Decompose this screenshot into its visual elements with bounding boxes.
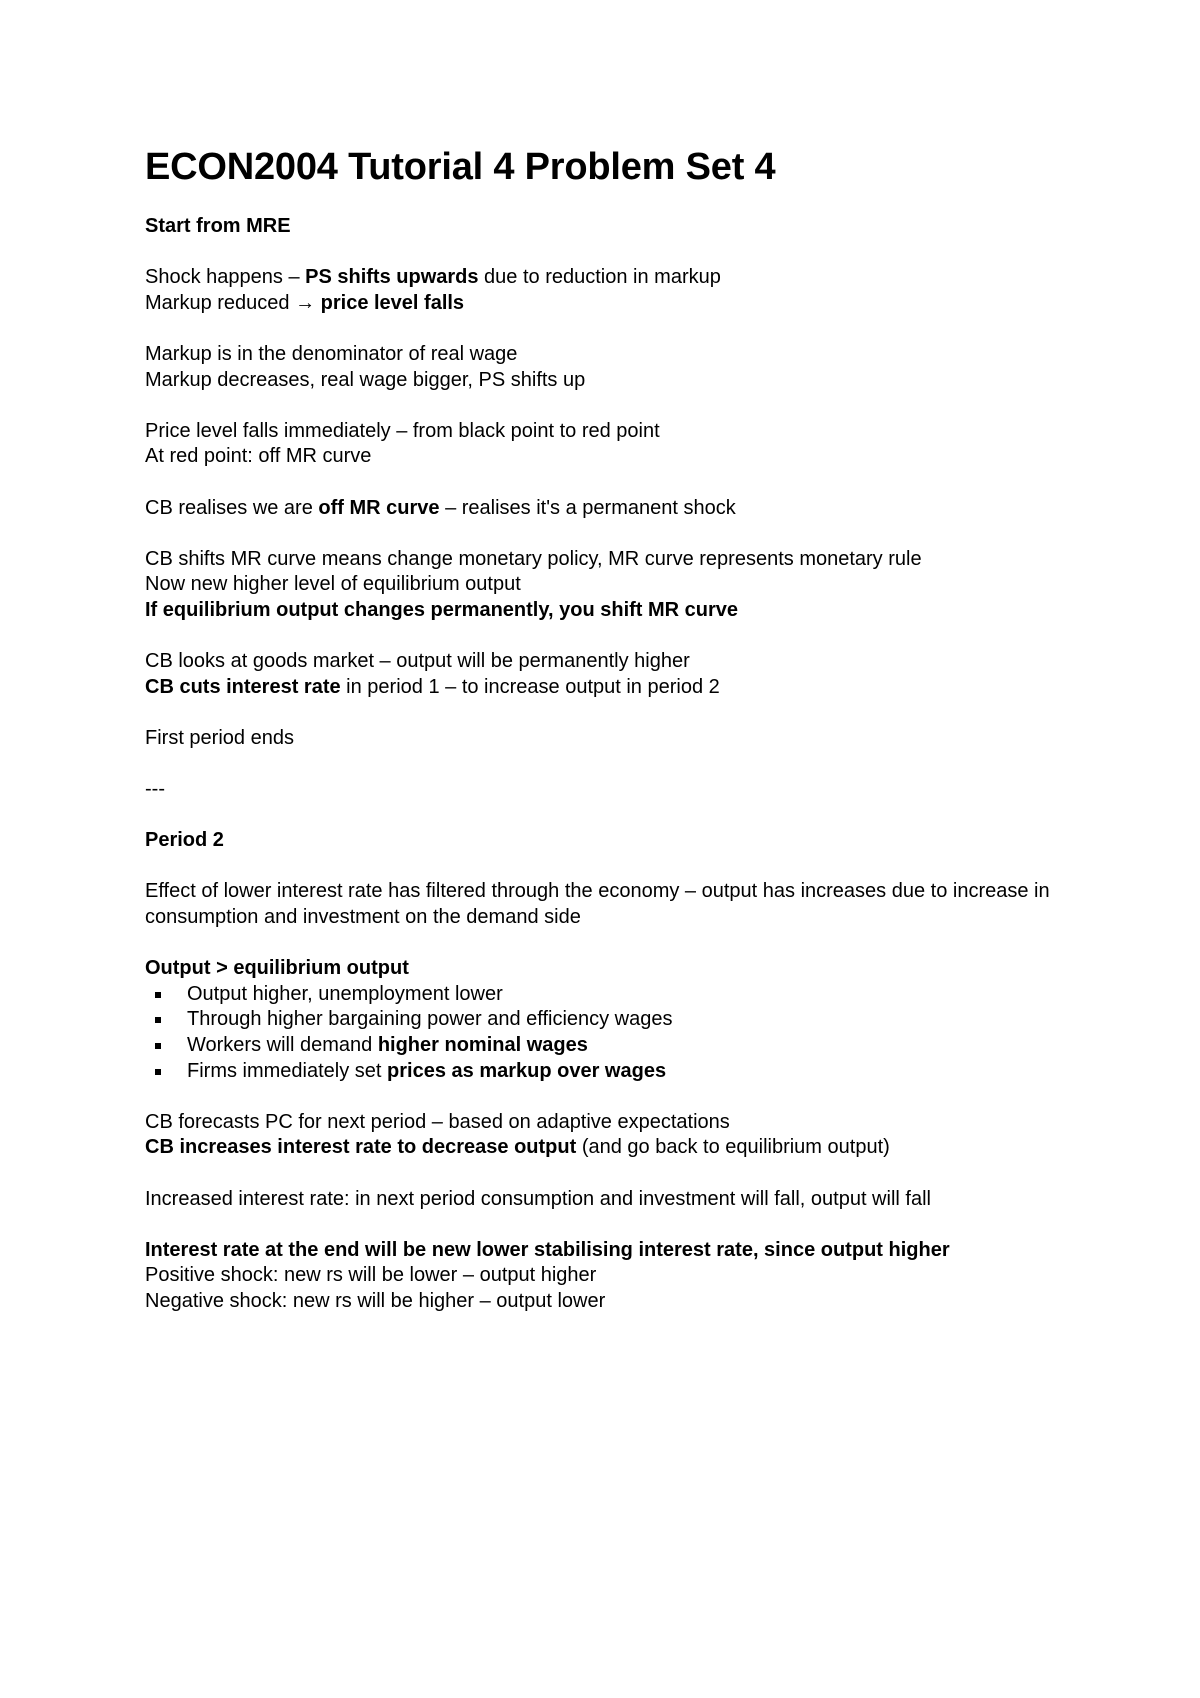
cb-increases-rest: (and go back to equilibrium output) [576,1136,890,1159]
cb-realises-c: – realises it's a permanent shock [439,496,736,519]
higher-nominal-wages: higher nominal wages [377,1034,588,1056]
cb-forecasts-line: CB forecasts PC for next period – based on adaptive expectations [145,1110,730,1133]
cb-cuts-rest: in period 1 – to increase output in period 2 [340,675,720,698]
period-2-heading [145,828,1075,854]
cb-shifts-line: CB shifts MR curve means change monetary policy, MR curve represents monetary rule [145,547,922,570]
off-mr-curve: off MR curve [318,496,440,519]
list-item: Output higher, unemployment lower [187,982,1075,1008]
list-item [187,1059,1075,1085]
period-2-heading-text: Period 2 [145,829,224,852]
markup-denominator-line: Markup is in the denominator of real wage [145,342,518,365]
effect-lower-interest-paragraph: Effect of lower interest rate has filtered through the economy – output has increases due to increase in consumption and investment on the demand side [145,880,1050,929]
list-item: Through higher bargaining power and efficiency wages [187,1007,1075,1033]
new-higher-level-line: Now new higher level of equilibrium output [145,573,521,596]
positive-shock-line: Positive shock: new rs will be lower – output higher [145,1264,597,1287]
markup-decreases-line: Markup decreases, real wage bigger, PS shifts up [145,368,586,391]
shock-line-c: due to reduction in markup [478,266,721,289]
increased-interest-line: Increased interest rate: in next period consumption and investment will fall, output will fall [145,1187,931,1210]
page-title: ECON2004 Tutorial 4 Problem Set 4 [145,146,776,188]
cb-realises-line [145,496,1075,522]
document-page [145,140,1075,1315]
shock-line-a: Shock happens – [145,266,306,289]
start-heading-text: Start from MRE [145,215,291,237]
red-point-line: At red point: off MR curve [145,445,372,468]
workers-demand-text: Workers will demand [187,1034,378,1056]
right-arrow-icon: → [295,291,316,314]
interest-rate-end-text: Interest rate at the end will be new lower stabilising interest rate, since output higher [145,1238,950,1261]
start-heading [145,214,1075,240]
cb-increases-text: CB increases interest rate to decrease output [145,1136,577,1159]
price-level-falls: price level falls [315,291,465,314]
equilibrium-changes-text: If equilibrium output changes permanently, you shift MR curve [145,598,739,621]
shock-line [145,265,1075,291]
list-item [187,1033,1075,1059]
prices-as-markup: prices as markup over wages [387,1059,667,1082]
ps-shifts-upwards: PS shifts upwards [305,266,479,289]
interest-rate-end-line [145,1238,1075,1264]
firms-set-text: Firms immediately set [187,1059,388,1082]
first-period-ends: First period ends [145,726,294,749]
price-level-line: Price level falls immediately – from black point to red point [145,419,660,442]
negative-shock-line: Negative shock: new rs will be higher – output lower [145,1289,606,1312]
cb-cuts-line [145,675,1075,701]
goods-market-line: CB looks at goods market – output will be permanently higher [145,650,690,673]
equilibrium-changes-line [145,598,1075,624]
markup-reduced-text: Markup reduced [145,291,296,314]
output-bullet-list [145,982,1075,1084]
cb-cuts-interest-rate: CB cuts interest rate [145,675,341,698]
separator: --- [145,778,165,801]
markup-reduced-line [145,291,1075,317]
output-heading [145,956,1075,982]
cb-realises-a: CB realises we are [145,496,319,519]
output-heading-text: Output > equilibrium output [145,957,409,980]
cb-increases-line [145,1135,1075,1161]
